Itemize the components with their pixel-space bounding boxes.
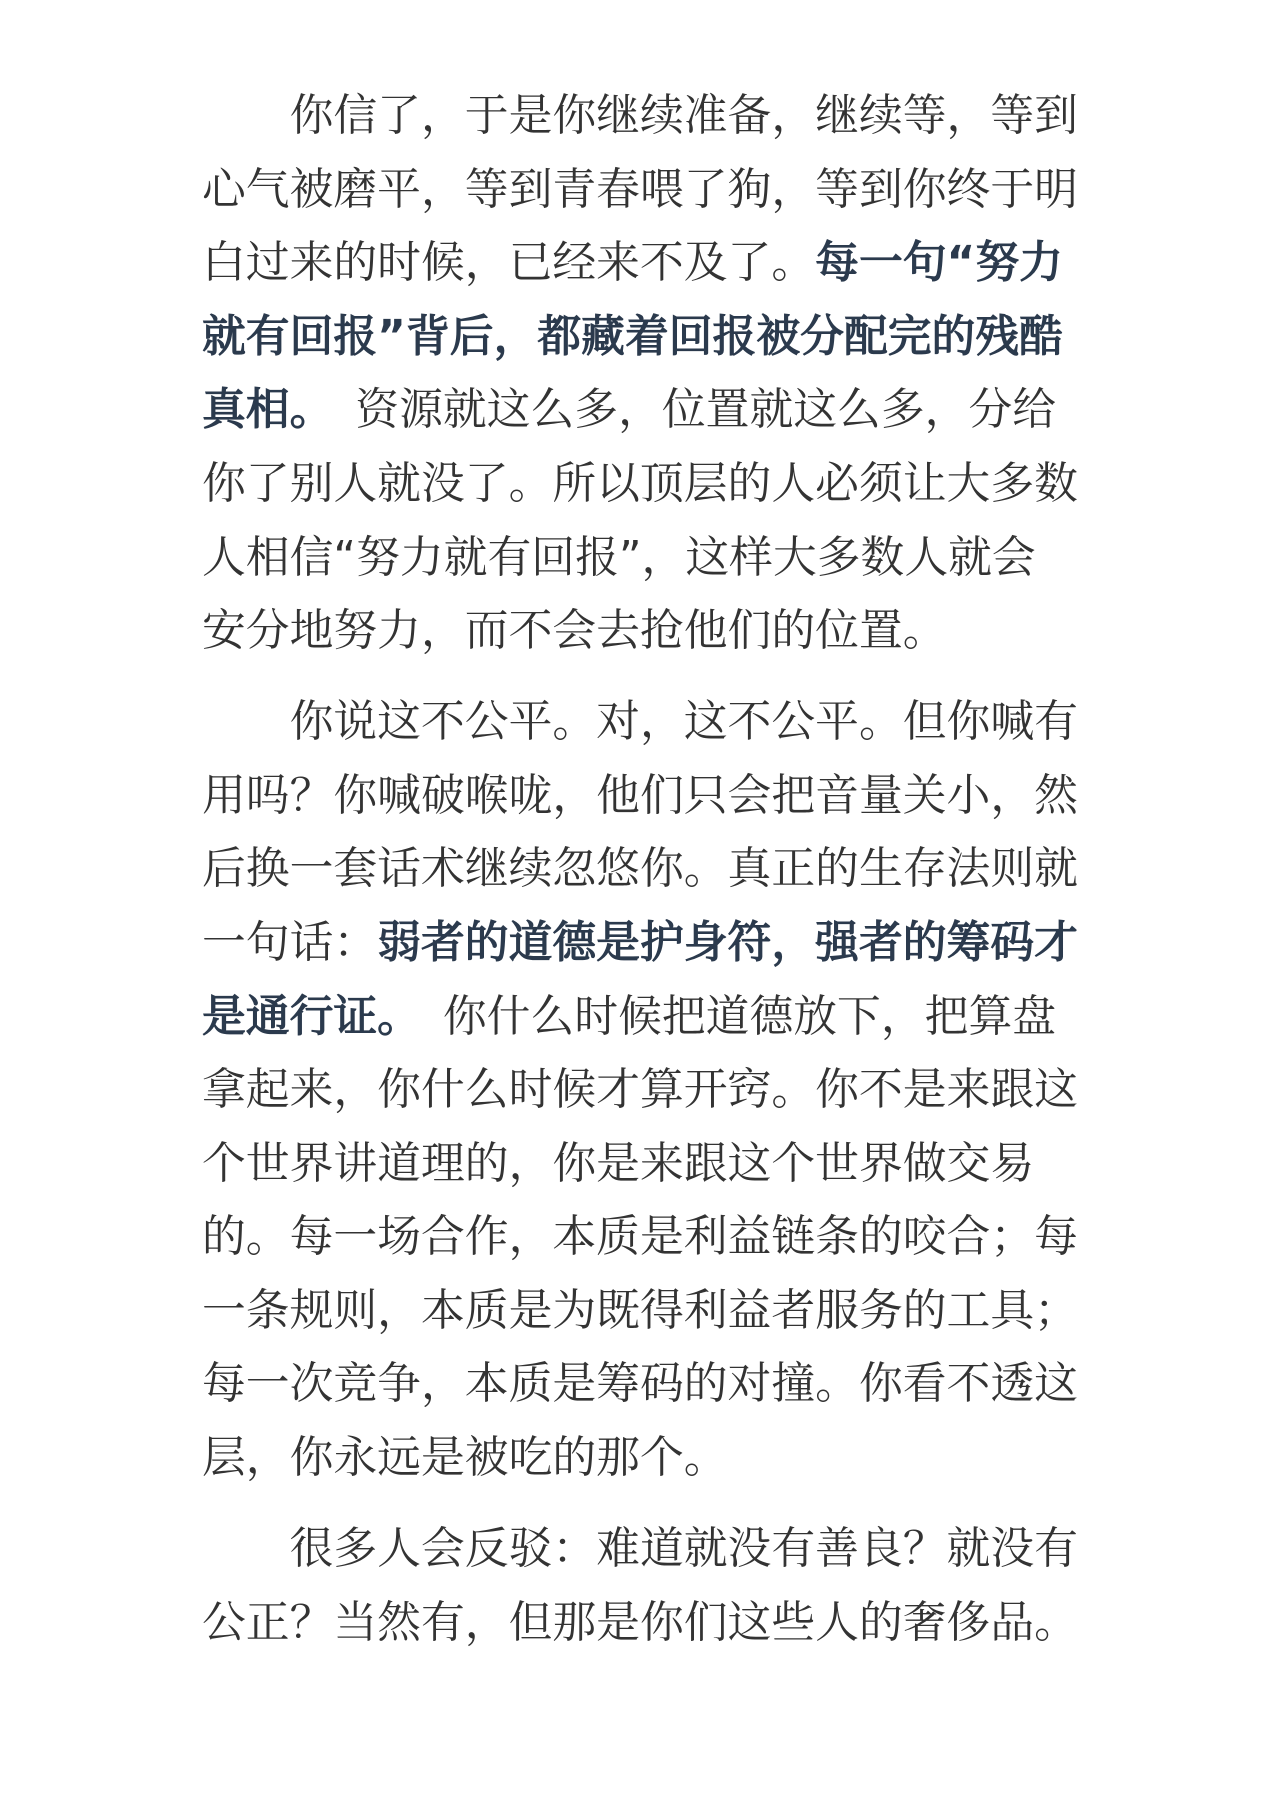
text-line: [202, 153, 1082, 227]
text-line: [202, 79, 1082, 153]
text-line: [202, 521, 1082, 595]
emphasized-text: 就有回报”背后，都藏着回报被分配完的残酷: [202, 310, 1063, 362]
body-text: 后换一套话术继续忽悠你。真正的生存法则就: [202, 843, 1078, 895]
body-text: 层，你永远是被吃的那个。: [202, 1432, 728, 1484]
text-line: [202, 1200, 1082, 1274]
body-text: 心气被磨平，等到青春喂了狗，等到你终于明: [202, 163, 1078, 215]
text-line: [202, 759, 1082, 833]
body-text: 公正？当然有，但那是你们这些人的奢侈品。: [202, 1596, 1078, 1648]
body-text: 安分地努力，而不会去抢他们的位置。: [202, 605, 947, 657]
body-text: 用吗？你喊破喉咙，他们只会把音量关小，然: [202, 769, 1078, 821]
body-text: 拿起来，你什么时候才算开窍。你不是来跟这: [202, 1064, 1078, 1116]
body-text: 资源就这么多，位置就这么多，分给: [311, 384, 1057, 436]
text-line: [202, 373, 1082, 447]
body-text: 人相信“努力就有回报”，这样大多数人就会: [202, 531, 1036, 583]
text-line: [202, 594, 1082, 668]
body-text: 个世界讲道理的，你是来跟这个世界做交易: [202, 1137, 1035, 1189]
body-text: 一句话：: [202, 916, 378, 968]
text-line: [202, 1512, 1082, 1586]
body-text: 你信了，于是你继续准备，继续等，等到: [289, 90, 1078, 141]
text-line: [202, 1274, 1082, 1348]
article: [202, 79, 1082, 1677]
emphasized-text: 每一句“努力: [815, 237, 1063, 289]
text-line: [202, 832, 1082, 906]
text-line: [202, 447, 1082, 521]
body-text: 的。每一场合作，本质是利益链条的咬合；每: [202, 1211, 1078, 1263]
body-text: 你什么时候把道德放下，把算盘: [399, 990, 1057, 1042]
body-text: 一条规则，本质是为既得利益者服务的工具；: [202, 1284, 1078, 1336]
body-text: 你了别人就没了。所以顶层的人必须让大多数: [202, 457, 1078, 509]
emphasized-text: 是通行证。: [202, 990, 400, 1042]
body-text: 你说这不公平。对，这不公平。但你喊有: [289, 696, 1078, 748]
text-line: [202, 980, 1082, 1054]
text-line: [202, 300, 1082, 374]
emphasized-text: 真相。: [202, 384, 312, 436]
text-line: [202, 1127, 1082, 1201]
emphasized-text: 弱者的道德是护身符，强者的筹码才: [377, 916, 1078, 968]
text-line: [202, 1347, 1082, 1421]
body-text: 很多人会反驳：难道就没有善良？就没有: [289, 1523, 1078, 1575]
paragraph: [202, 685, 1082, 1495]
text-line: [202, 685, 1082, 759]
paragraph: [202, 1512, 1082, 1659]
text-line: [202, 1421, 1082, 1495]
body-text: 白过来的时候，已经来不及了。: [202, 237, 816, 289]
text-line: [202, 1586, 1082, 1660]
text-line: [202, 906, 1082, 980]
text-line: [202, 226, 1082, 300]
text-line: [202, 1053, 1082, 1127]
paragraph: [202, 79, 1082, 668]
body-text: 每一次竞争，本质是筹码的对撞。你看不透这: [202, 1358, 1078, 1410]
